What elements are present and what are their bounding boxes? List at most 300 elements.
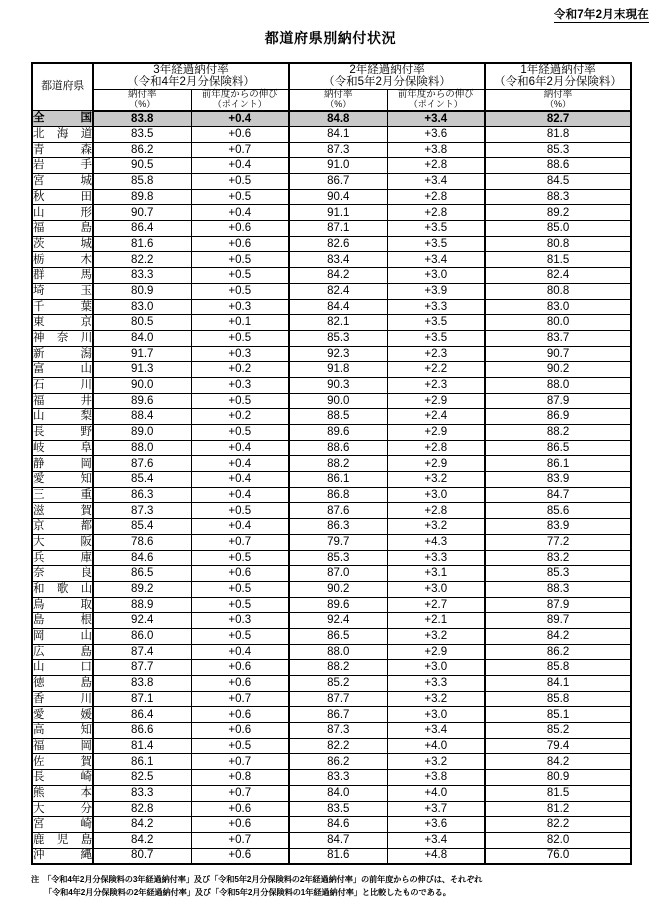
cell-2year-growth: +4.0 <box>387 785 485 801</box>
cell-3year-rate: 84.0 <box>93 330 191 346</box>
cell-3year-growth: +0.2 <box>191 362 289 378</box>
table-row <box>32 801 631 817</box>
cell-3year-growth: +0.7 <box>191 142 289 158</box>
cell-prefecture-name <box>32 472 93 488</box>
cell-1year-rate: 87.9 <box>485 597 631 613</box>
table-body <box>32 111 631 864</box>
cell-2year-rate: 82.1 <box>289 315 387 331</box>
cell-2year-growth: +3.3 <box>387 550 485 566</box>
cell-1year-rate: 89.7 <box>485 613 631 629</box>
cell-2year-rate: 86.2 <box>289 754 387 770</box>
cell-3year-rate: 88.9 <box>93 597 191 613</box>
cell-3year-growth: +0.6 <box>191 817 289 833</box>
header-row-groups <box>32 63 631 89</box>
page-title: 都道府県別納付状況 <box>264 30 397 46</box>
cell-prefecture-name <box>32 785 93 801</box>
cell-prefecture-name <box>32 330 93 346</box>
cell-prefecture-name <box>32 409 93 425</box>
cell-2year-growth: +3.0 <box>387 581 485 597</box>
cell-2year-growth: +3.4 <box>387 832 485 848</box>
table-row <box>32 440 631 456</box>
column-header-prefecture: 都道府県 <box>32 63 93 111</box>
table-row <box>32 142 631 158</box>
cell-2year-rate: 87.1 <box>289 221 387 237</box>
table-row <box>32 817 631 833</box>
cell-3year-growth: +0.7 <box>191 534 289 550</box>
cell-1year-rate: 81.5 <box>485 785 631 801</box>
prefecture-name-chars: 岐 阜 <box>33 441 92 454</box>
table-row <box>32 330 631 346</box>
prefecture-name-chars: 長 野 <box>33 426 92 439</box>
as-of-date-container <box>554 6 649 22</box>
cell-1year-rate: 84.5 <box>485 174 631 190</box>
cell-3year-growth: +0.4 <box>191 111 289 127</box>
prefecture-name-chars: 鹿 児 島 <box>33 834 92 847</box>
cell-prefecture-name <box>32 707 93 723</box>
group-2year-subtitle: （令和5年2月分保険料） <box>323 76 451 89</box>
cell-2year-growth: +3.4 <box>387 111 485 127</box>
prefecture-name-chars: 福 岡 <box>33 739 92 752</box>
cell-3year-growth: +0.7 <box>191 754 289 770</box>
table-row <box>32 126 631 142</box>
cell-1year-rate: 85.2 <box>485 723 631 739</box>
cell-3year-rate: 81.6 <box>93 236 191 252</box>
cell-2year-growth: +3.2 <box>387 691 485 707</box>
prefecture-name-chars: 山 形 <box>33 206 92 219</box>
cell-1year-rate: 83.9 <box>485 519 631 535</box>
table-row <box>32 691 631 707</box>
cell-3year-rate: 86.2 <box>93 142 191 158</box>
table-row <box>32 644 631 660</box>
cell-3year-rate: 84.6 <box>93 550 191 566</box>
cell-2year-rate: 85.2 <box>289 676 387 692</box>
prefecture-name-chars: 神 奈 川 <box>33 332 92 345</box>
prefecture-name-chars: 埼 玉 <box>33 284 92 297</box>
prefecture-name-chars: 滋 賀 <box>33 504 92 517</box>
cell-1year-rate: 86.2 <box>485 644 631 660</box>
cell-3year-rate: 82.8 <box>93 801 191 817</box>
prefecture-name-chars: 全 国 <box>33 112 92 125</box>
cell-3year-growth: +0.5 <box>191 503 289 519</box>
prefecture-name-chars: 静 岡 <box>33 457 92 470</box>
cell-2year-growth: +2.8 <box>387 158 485 174</box>
cell-2year-rate: 83.5 <box>289 801 387 817</box>
table-row <box>32 487 631 503</box>
cell-prefecture-name <box>32 440 93 456</box>
subheader-1year-rate <box>485 89 631 110</box>
cell-3year-growth: +0.5 <box>191 330 289 346</box>
cell-3year-rate: 87.4 <box>93 644 191 660</box>
cell-3year-rate: 87.3 <box>93 503 191 519</box>
cell-2year-rate: 88.2 <box>289 660 387 676</box>
cell-3year-rate: 89.0 <box>93 425 191 441</box>
subheader-3year-growth-unit: （ポイント） <box>212 99 267 110</box>
cell-2year-rate: 89.6 <box>289 597 387 613</box>
table-row <box>32 425 631 441</box>
group-2year-title: 2年経過納付率 <box>349 64 425 76</box>
cell-1year-rate: 83.7 <box>485 330 631 346</box>
cell-2year-rate: 89.6 <box>289 425 387 441</box>
cell-3year-growth: +0.6 <box>191 848 289 864</box>
cell-2year-rate: 81.6 <box>289 848 387 864</box>
cell-1year-rate: 85.1 <box>485 707 631 723</box>
cell-3year-growth: +0.4 <box>191 456 289 472</box>
prefecture-name-chars: 群 馬 <box>33 269 92 282</box>
cell-3year-rate: 86.4 <box>93 221 191 237</box>
cell-2year-growth: +3.4 <box>387 252 485 268</box>
cell-prefecture-name <box>32 299 93 315</box>
cell-1year-rate: 83.9 <box>485 472 631 488</box>
cell-1year-rate: 84.1 <box>485 676 631 692</box>
cell-3year-rate: 92.4 <box>93 613 191 629</box>
cell-3year-growth: +0.4 <box>191 205 289 221</box>
cell-2year-growth: +3.8 <box>387 142 485 158</box>
cell-prefecture-name <box>32 676 93 692</box>
cell-2year-rate: 86.8 <box>289 487 387 503</box>
cell-2year-growth: +3.2 <box>387 519 485 535</box>
cell-2year-rate: 87.6 <box>289 503 387 519</box>
cell-2year-rate: 91.8 <box>289 362 387 378</box>
table-row <box>32 581 631 597</box>
table-row <box>32 283 631 299</box>
cell-3year-rate: 84.2 <box>93 832 191 848</box>
subheader-2year-rate-label: 納付率 <box>324 88 353 100</box>
table-row <box>32 409 631 425</box>
cell-2year-growth: +2.9 <box>387 393 485 409</box>
cell-1year-rate: 82.4 <box>485 268 631 284</box>
prefecture-name-chars: 高 知 <box>33 724 92 737</box>
cell-prefecture-name <box>32 126 93 142</box>
cell-3year-rate: 83.0 <box>93 299 191 315</box>
cell-1year-rate: 85.0 <box>485 221 631 237</box>
table-row <box>32 221 631 237</box>
prefecture-name-chars: 栃 木 <box>33 253 92 266</box>
cell-prefecture-name <box>32 425 93 441</box>
cell-prefecture-name <box>32 503 93 519</box>
cell-3year-rate: 88.4 <box>93 409 191 425</box>
cell-2year-rate: 83.3 <box>289 770 387 786</box>
prefecture-name-chars: 広 島 <box>33 645 92 658</box>
cell-prefecture-name <box>32 252 93 268</box>
cell-2year-rate: 84.4 <box>289 299 387 315</box>
subheader-1year-rate-label: 納付率 <box>543 88 573 100</box>
cell-3year-growth: +0.5 <box>191 393 289 409</box>
prefecture-name-chars: 新 潟 <box>33 347 92 360</box>
cell-3year-growth: +0.5 <box>191 268 289 284</box>
cell-2year-growth: +2.1 <box>387 613 485 629</box>
cell-1year-rate: 87.9 <box>485 393 631 409</box>
cell-2year-growth: +3.8 <box>387 770 485 786</box>
cell-prefecture-name <box>32 597 93 613</box>
cell-prefecture-name <box>32 346 93 362</box>
cell-2year-growth: +2.3 <box>387 346 485 362</box>
cell-2year-growth: +3.4 <box>387 723 485 739</box>
cell-3year-rate: 91.7 <box>93 346 191 362</box>
cell-2year-rate: 84.8 <box>289 111 387 127</box>
cell-3year-growth: +0.5 <box>191 252 289 268</box>
table-row <box>32 519 631 535</box>
prefecture-name-chars: 宮 城 <box>33 175 92 188</box>
cell-2year-rate: 90.0 <box>289 393 387 409</box>
cell-3year-rate: 86.1 <box>93 754 191 770</box>
cell-prefecture-name <box>32 393 93 409</box>
cell-2year-rate: 90.2 <box>289 581 387 597</box>
table-row <box>32 346 631 362</box>
cell-3year-rate: 86.6 <box>93 723 191 739</box>
footnote <box>31 874 651 899</box>
prefecture-name-chars: 鳥 取 <box>33 598 92 611</box>
table-row <box>32 189 631 205</box>
cell-prefecture-name <box>32 534 93 550</box>
cell-2year-growth: +4.3 <box>387 534 485 550</box>
cell-2year-growth: +3.0 <box>387 707 485 723</box>
cell-2year-growth: +3.5 <box>387 330 485 346</box>
cell-prefecture-name <box>32 268 93 284</box>
cell-3year-growth: +0.5 <box>191 597 289 613</box>
cell-3year-growth: +0.4 <box>191 487 289 503</box>
cell-3year-rate: 82.5 <box>93 770 191 786</box>
cell-3year-growth: +0.8 <box>191 770 289 786</box>
cell-3year-rate: 90.0 <box>93 377 191 393</box>
cell-3year-rate: 87.1 <box>93 691 191 707</box>
cell-1year-rate: 77.2 <box>485 534 631 550</box>
table-row <box>32 472 631 488</box>
cell-2year-rate: 90.4 <box>289 189 387 205</box>
cell-1year-rate: 88.3 <box>485 189 631 205</box>
cell-2year-growth: +2.8 <box>387 189 485 205</box>
cell-prefecture-name <box>32 221 93 237</box>
prefecture-name-chars: 奈 良 <box>33 567 92 580</box>
cell-2year-rate: 82.4 <box>289 283 387 299</box>
prefecture-name-chars: 熊 本 <box>33 786 92 799</box>
cell-prefecture-name <box>32 236 93 252</box>
cell-3year-rate: 83.3 <box>93 268 191 284</box>
cell-2year-growth: +3.6 <box>387 126 485 142</box>
cell-prefecture-name <box>32 362 93 378</box>
cell-3year-rate: 78.6 <box>93 534 191 550</box>
cell-1year-rate: 80.9 <box>485 770 631 786</box>
cell-2year-rate: 88.2 <box>289 456 387 472</box>
prefecture-name-chars: 茨 城 <box>33 237 92 250</box>
cell-1year-rate: 80.0 <box>485 315 631 331</box>
cell-3year-growth: +0.6 <box>191 660 289 676</box>
column-group-1year <box>485 63 631 89</box>
cell-3year-growth: +0.6 <box>191 707 289 723</box>
table-row <box>32 754 631 770</box>
prefecture-name-chars: 秋 田 <box>33 190 92 203</box>
table-row <box>32 252 631 268</box>
cell-prefecture-name <box>32 566 93 582</box>
subheader-2year-growth-label: 前年度からの伸び <box>397 88 474 100</box>
prefecture-name-chars: 東 京 <box>33 316 92 329</box>
cell-prefecture-name <box>32 550 93 566</box>
cell-2year-rate: 84.7 <box>289 832 387 848</box>
cell-3year-growth: +0.6 <box>191 676 289 692</box>
cell-3year-growth: +0.6 <box>191 126 289 142</box>
subheader-3year-growth <box>191 89 289 110</box>
cell-2year-growth: +3.6 <box>387 817 485 833</box>
cell-2year-rate: 86.1 <box>289 472 387 488</box>
table-row <box>32 550 631 566</box>
cell-2year-growth: +4.8 <box>387 848 485 864</box>
table-row <box>32 707 631 723</box>
cell-2year-growth: +3.4 <box>387 174 485 190</box>
cell-1year-rate: 90.2 <box>485 362 631 378</box>
group-1year-subtitle: （令和6年2月分保険料） <box>494 76 622 89</box>
prefecture-name-chars: 沖 縄 <box>33 849 92 862</box>
cell-2year-rate: 88.5 <box>289 409 387 425</box>
cell-2year-growth: +3.3 <box>387 676 485 692</box>
cell-2year-rate: 79.7 <box>289 534 387 550</box>
cell-3year-growth: +0.6 <box>191 801 289 817</box>
group-3year-title: 3年経過納付率 <box>153 64 229 76</box>
subheader-3year-rate <box>93 89 191 110</box>
cell-2year-growth: +2.3 <box>387 377 485 393</box>
cell-1year-rate: 85.6 <box>485 503 631 519</box>
cell-2year-rate: 84.1 <box>289 126 387 142</box>
cell-prefecture-name <box>32 738 93 754</box>
cell-3year-growth: +0.5 <box>191 283 289 299</box>
prefecture-name-chars: 愛 媛 <box>33 708 92 721</box>
cell-2year-rate: 88.6 <box>289 440 387 456</box>
cell-2year-rate: 82.2 <box>289 738 387 754</box>
cell-1year-rate: 86.9 <box>485 409 631 425</box>
cell-prefecture-name <box>32 848 93 864</box>
prefecture-name-chars: 京 都 <box>33 520 92 533</box>
cell-3year-growth: +0.4 <box>191 472 289 488</box>
table-row <box>32 566 631 582</box>
cell-2year-growth: +3.2 <box>387 754 485 770</box>
prefecture-name-chars: 佐 賀 <box>33 755 92 768</box>
cell-2year-rate: 84.0 <box>289 785 387 801</box>
table-row-national <box>32 111 631 127</box>
cell-3year-growth: +0.7 <box>191 832 289 848</box>
cell-prefecture-name <box>32 754 93 770</box>
cell-3year-rate: 80.7 <box>93 848 191 864</box>
cell-prefecture-name <box>32 111 93 127</box>
cell-prefecture-name <box>32 644 93 660</box>
cell-2year-rate: 91.0 <box>289 158 387 174</box>
cell-3year-rate: 89.6 <box>93 393 191 409</box>
table-row <box>32 158 631 174</box>
cell-2year-growth: +2.4 <box>387 409 485 425</box>
prefecture-name-chars: 石 川 <box>33 379 92 392</box>
cell-prefecture-name <box>32 628 93 644</box>
prefecture-name-chars: 青 森 <box>33 143 92 156</box>
subheader-2year-growth-unit: （ポイント） <box>408 99 463 110</box>
table-row <box>32 174 631 190</box>
cell-2year-growth: +4.0 <box>387 738 485 754</box>
cell-2year-growth: +3.5 <box>387 236 485 252</box>
cell-2year-rate: 91.1 <box>289 205 387 221</box>
cell-1year-rate: 84.7 <box>485 487 631 503</box>
header-row-subcolumns <box>32 89 631 110</box>
cell-3year-growth: +0.7 <box>191 691 289 707</box>
cell-3year-rate: 80.9 <box>93 283 191 299</box>
cell-2year-growth: +3.2 <box>387 628 485 644</box>
footnote-line-2: 「令和4年2月分保険料の2年経過納付率」及び「令和5年2月分保険料の1年経過納付率」と比較したものである。 <box>44 887 451 897</box>
prefecture-name-chars: 愛 知 <box>33 473 92 486</box>
cell-2year-growth: +3.5 <box>387 315 485 331</box>
cell-2year-rate: 85.3 <box>289 330 387 346</box>
cell-3year-rate: 86.3 <box>93 487 191 503</box>
cell-prefecture-name <box>32 377 93 393</box>
cell-3year-growth: +0.5 <box>191 738 289 754</box>
cell-2year-rate: 83.4 <box>289 252 387 268</box>
table-row <box>32 362 631 378</box>
prefecture-name-chars: 大 分 <box>33 802 92 815</box>
cell-prefecture-name <box>32 817 93 833</box>
cell-1year-rate: 85.8 <box>485 660 631 676</box>
cell-2year-growth: +2.8 <box>387 205 485 221</box>
table-row <box>32 723 631 739</box>
table-row <box>32 393 631 409</box>
cell-3year-rate: 91.3 <box>93 362 191 378</box>
cell-1year-rate: 89.2 <box>485 205 631 221</box>
prefecture-name-chars: 大 阪 <box>33 535 92 548</box>
prefecture-name-chars: 兵 庫 <box>33 551 92 564</box>
cell-1year-rate: 84.2 <box>485 754 631 770</box>
cell-3year-rate: 85.4 <box>93 472 191 488</box>
as-of-date: 令和7年2月末現在 <box>553 9 649 21</box>
group-3year-subtitle: （令和4年2月分保険料） <box>127 76 255 89</box>
cell-prefecture-name <box>32 691 93 707</box>
cell-1year-rate: 81.8 <box>485 126 631 142</box>
cell-3year-growth: +0.5 <box>191 628 289 644</box>
prefecture-name-chars: 千 葉 <box>33 300 92 313</box>
table-row <box>32 268 631 284</box>
table-row <box>32 534 631 550</box>
cell-1year-rate: 82.2 <box>485 817 631 833</box>
subheader-2year-rate-unit: （%） <box>325 99 352 110</box>
subheader-1year-rate-unit: （%） <box>545 99 572 110</box>
cell-1year-rate: 88.2 <box>485 425 631 441</box>
table-row <box>32 738 631 754</box>
cell-1year-rate: 83.0 <box>485 299 631 315</box>
cell-3year-rate: 86.5 <box>93 566 191 582</box>
cell-1year-rate: 82.0 <box>485 832 631 848</box>
cell-2year-rate: 86.5 <box>289 628 387 644</box>
cell-1year-rate: 88.3 <box>485 581 631 597</box>
prefecture-name-chars: 三 重 <box>33 488 92 501</box>
cell-1year-rate: 81.2 <box>485 801 631 817</box>
prefecture-name-chars: 北 海 道 <box>33 128 92 141</box>
cell-prefecture-name <box>32 660 93 676</box>
cell-2year-rate: 92.3 <box>289 346 387 362</box>
cell-prefecture-name <box>32 832 93 848</box>
prefecture-name-chars: 香 川 <box>33 692 92 705</box>
cell-1year-rate: 85.3 <box>485 142 631 158</box>
cell-3year-growth: +0.3 <box>191 613 289 629</box>
prefecture-name-chars: 山 梨 <box>33 410 92 423</box>
cell-1year-rate: 84.2 <box>485 628 631 644</box>
cell-prefecture-name <box>32 801 93 817</box>
cell-3year-growth: +0.3 <box>191 346 289 362</box>
cell-1year-rate: 86.1 <box>485 456 631 472</box>
table-row <box>32 205 631 221</box>
cell-3year-rate: 86.4 <box>93 707 191 723</box>
cell-prefecture-name <box>32 723 93 739</box>
cell-1year-rate: 76.0 <box>485 848 631 864</box>
cell-2year-rate: 84.2 <box>289 268 387 284</box>
cell-2year-growth: +2.8 <box>387 440 485 456</box>
cell-3year-rate: 82.2 <box>93 252 191 268</box>
subheader-3year-rate-label: 納付率 <box>127 88 157 100</box>
prefecture-name-chars: 長 崎 <box>33 771 92 784</box>
cell-1year-rate: 83.2 <box>485 550 631 566</box>
cell-3year-growth: +0.4 <box>191 440 289 456</box>
table-row <box>32 848 631 864</box>
